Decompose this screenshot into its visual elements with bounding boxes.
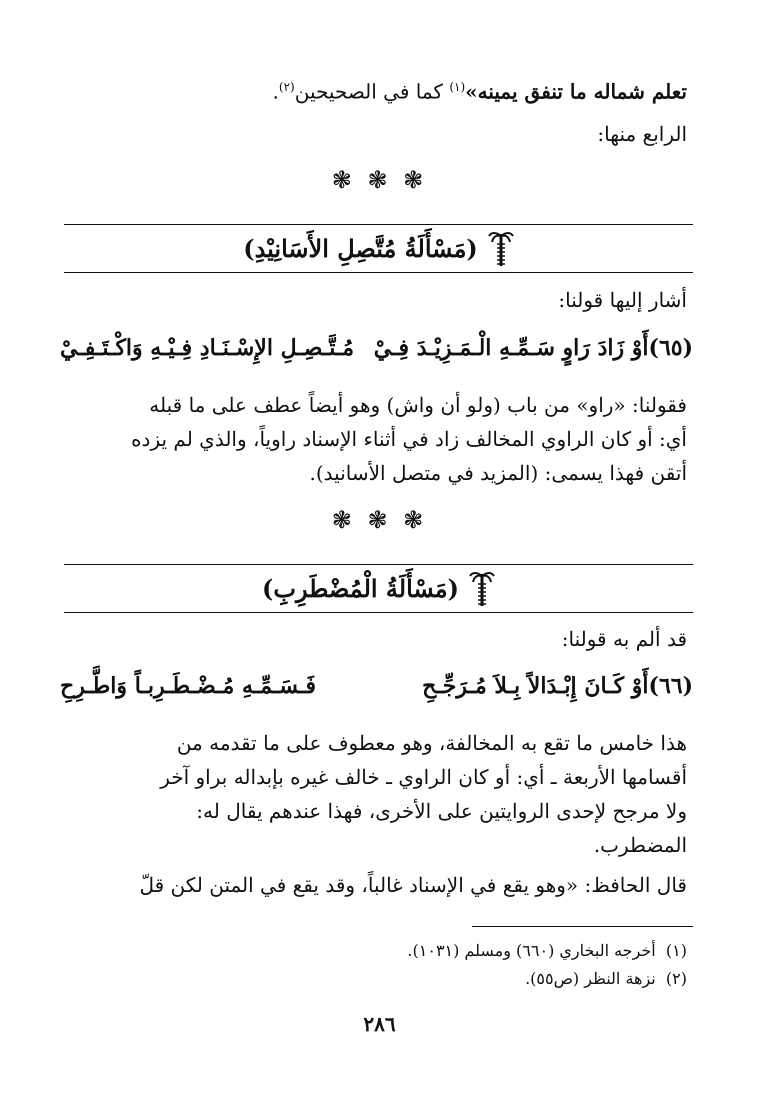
text-line-1 (60, 70, 687, 109)
footnote-1 (60, 940, 687, 962)
section-title-1: (مَسْأَلَةُ مُتَّصِلِ الأَسَانِيْدِ) (243, 233, 478, 263)
section1-paragraph-line-3: أتقن فهذا يسمى: (المزيد في متصل الأسانيد). (309, 461, 687, 485)
section-separator-stars: ❃ ❃ ❃ (331, 506, 428, 534)
section-title-2: (مَسْأَلَةُ الْمُضْطَرِبِ) (262, 573, 460, 603)
footnote-number: (٢) (665, 969, 687, 988)
verse-number: (٦٥) (648, 335, 693, 361)
heading-rule-top (64, 224, 693, 225)
section2-paragraph-line-5: قال الحافظ: «وهو يقع في الإسناد غالباً، وقد يقع في المتن لكن قلّ (139, 873, 687, 897)
verse-number: (٦٦) (648, 673, 693, 699)
verse-hemistich-1 (374, 335, 693, 361)
verse-text-1: أَوْ زَادَ رَاوٍ سَـمِّـهِ الْـمَـزِيْـدَ فِـيْ (373, 335, 649, 361)
section1-intro: أشار إليها قولنا: (558, 288, 687, 312)
heading-rule-top (64, 564, 693, 565)
footnote-text: أخرجه البخاري (٦٦٠) ومسلم (١٠٣١). (407, 941, 656, 960)
footnote-rule (472, 926, 693, 927)
section1-paragraph-line-2: أي: أو كان الراوي المخالف زاد في أثناء الإسناد راوياً، والذي لم يزده (131, 427, 687, 451)
footnote-ref-2[interactable]: (٢) (278, 80, 295, 94)
section-heading-2 (64, 569, 693, 607)
heading-rule-bottom (64, 612, 693, 613)
section2-intro: قد ألم به قولنا: (561, 627, 687, 651)
section1-paragraph-line-1: فقولنا: «راو» من باب (ولو أن واش) وهو أيضاً عطف على ما قبله (149, 393, 687, 417)
footnote-ref-1[interactable]: (١) (449, 80, 466, 94)
verse-hemistich-2: مُـتَّـصِـلِ الإِسْـنَـادِ فِـيْـهِ وَاكْـتَـفِـيْ (60, 335, 355, 361)
section2-paragraph-line-2: أقسامها الأربعة ـ أي: أو كان الراوي ـ خالف غيره بإبداله براو آخر (160, 765, 687, 789)
footnote-text: نزهة النظر (ص٥٥). (525, 969, 656, 988)
footnote-number: (١) (665, 941, 687, 960)
page-number: ٢٨٦ (363, 1012, 396, 1036)
footnote-2 (60, 968, 687, 990)
verse-text-1: أَوْ كَـانَ إِبْـدَالاً بِـلاَ مُـرَجِّـحِ (422, 673, 649, 699)
text-line-2: الرابع منها: (597, 122, 687, 146)
palm-ornament-icon (469, 568, 495, 608)
text-fragment-end: . (272, 79, 279, 104)
section-separator-stars: ❃ ❃ ❃ (331, 166, 428, 194)
palm-ornament-icon (488, 228, 514, 268)
section-heading-1 (64, 229, 693, 267)
section2-paragraph-line-1: هذا خامس ما تقع به المخالفة، وهو معطوف على ما تقدمه من (176, 731, 687, 755)
heading-rule-bottom (64, 272, 693, 273)
hadith-fragment: تعلم شماله ما تنفق يمينه» (465, 79, 687, 104)
verse-66 (60, 673, 693, 699)
text-fragment: كما في الصحيحين (294, 79, 450, 104)
verse-65 (60, 335, 693, 361)
verse-hemistich-1 (422, 673, 693, 699)
verse-hemistich-2: فَـسَـمِّـهِ مُـضْـطَـرِبـاً وَاطَّـرِحِ (60, 673, 316, 699)
section2-paragraph-line-4: المضطرب. (593, 833, 687, 857)
section2-paragraph-line-3: ولا مرجح لإحدى الروايتين على الأخرى، فهذا عندهم يقال له: (196, 799, 687, 823)
